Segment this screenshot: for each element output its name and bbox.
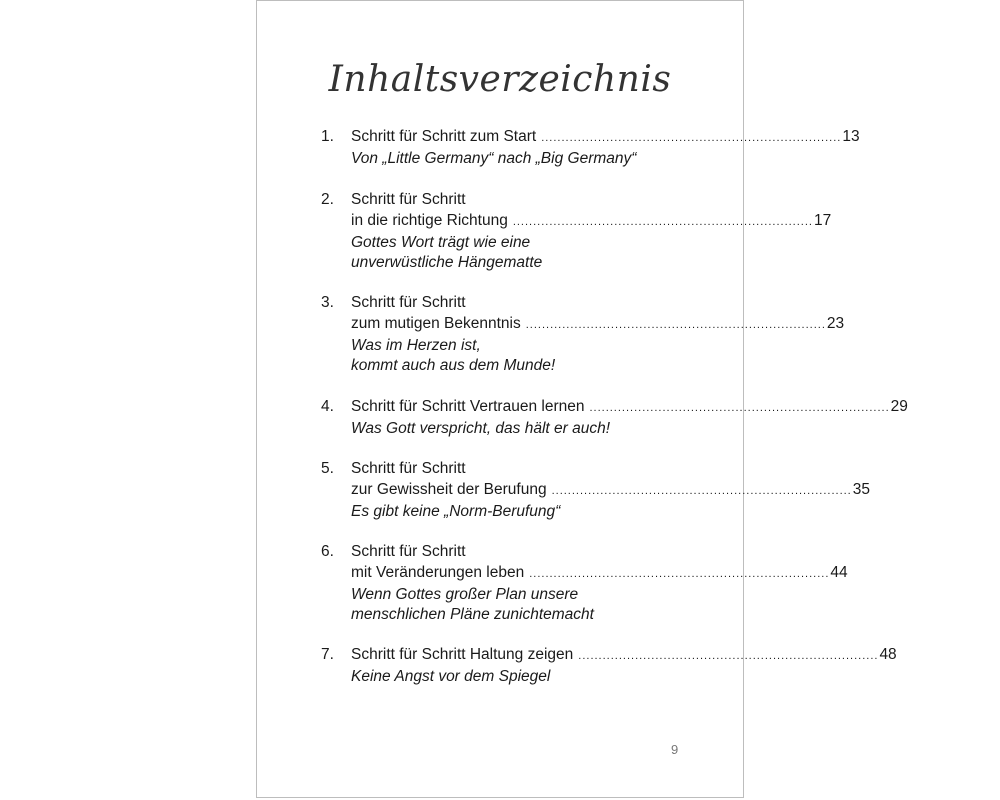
- entry-number: 6.: [321, 543, 334, 560]
- entry-heading-line: [351, 645, 897, 667]
- entry-body: [351, 127, 860, 170]
- entry-heading: zum mutigen Bekenntnis: [351, 314, 521, 332]
- entry-subtitle: Was Gott verspricht, das hält er auch!: [351, 419, 611, 437]
- entry-heading: Schritt für Schritt Vertrauen lernen: [351, 398, 585, 415]
- entry-body: [351, 542, 848, 626]
- entry-subtitle: kommt auch aus dem Munde!: [351, 357, 556, 375]
- entry-subtitle: Wenn Gottes großer Plan unsere: [351, 585, 579, 603]
- entry-body: [351, 645, 897, 688]
- entry-heading-line: [351, 211, 832, 233]
- leader-dots: ..........................................................................: [541, 132, 842, 144]
- entry-heading-line: [351, 563, 848, 585]
- entry-subtitle: Gottes Wort trägt wie eine: [351, 233, 531, 251]
- entry-subtitle: Von „Little Germany“ nach „Big Germany“: [351, 149, 637, 167]
- leader-dots: ..........................................................................: [578, 650, 879, 662]
- entry-page-number: 29: [890, 398, 908, 415]
- entry-page-number: 48: [879, 646, 897, 663]
- entry-heading-line: [351, 397, 908, 419]
- entry-page-number: 35: [852, 480, 870, 498]
- entry-number: 2.: [321, 191, 334, 208]
- entry-body: [351, 293, 845, 377]
- toc-title: Inhaltsverzeichnis: [328, 59, 672, 100]
- entry-body: [351, 190, 832, 274]
- entry-heading: Schritt für Schritt: [351, 191, 466, 208]
- book-page: [256, 0, 908, 798]
- entry-number: 3.: [321, 294, 334, 311]
- entry-page-number: 13: [842, 128, 860, 145]
- entry-subtitle: Keine Angst vor dem Spiegel: [351, 667, 551, 685]
- leader-dots: ..........................................................................: [525, 318, 826, 331]
- entry-subtitle: menschlichen Pläne zunichtemacht: [351, 606, 594, 624]
- entry-number: 4.: [321, 398, 334, 415]
- entry-number: 5.: [321, 460, 334, 477]
- entry-body: [351, 397, 908, 440]
- leader-dots: ..........................................................................: [512, 215, 813, 228]
- leader-dots: ..........................................................................: [551, 484, 852, 497]
- entry-page-number: 44: [830, 563, 848, 581]
- entry-body: [351, 459, 870, 522]
- entry-page-number: 17: [813, 211, 832, 229]
- entry-heading: mit Veränderungen leben: [351, 563, 525, 581]
- entry-heading: Schritt für Schritt: [351, 543, 466, 560]
- entry-page-number: 23: [826, 314, 845, 332]
- entry-subtitle: unverwüstliche Hängematte: [351, 254, 543, 272]
- entry-heading: Schritt für Schritt: [351, 460, 466, 477]
- entry-number: 1.: [321, 128, 334, 145]
- entry-heading-line: [351, 480, 870, 502]
- entry-heading: zur Gewissheit der Berufung: [351, 480, 547, 498]
- entry-heading: in die richtige Richtung: [351, 211, 508, 229]
- entry-subtitle: Was im Herzen ist,: [351, 336, 481, 354]
- entry-subtitle: Es gibt keine „Norm-Berufung“: [351, 502, 561, 520]
- page-number: 9: [671, 742, 679, 757]
- entry-heading-line: [351, 314, 845, 336]
- entry-heading: Schritt für Schritt: [351, 294, 466, 311]
- entry-number: 7.: [321, 646, 334, 663]
- leader-dots: ..........................................................................: [529, 567, 830, 580]
- entry-heading-line: [351, 127, 860, 149]
- leader-dots: ..........................................................................: [589, 402, 890, 414]
- entry-heading: Schritt für Schritt zum Start: [351, 128, 537, 145]
- entry-heading: Schritt für Schritt Haltung zeigen: [351, 646, 574, 663]
